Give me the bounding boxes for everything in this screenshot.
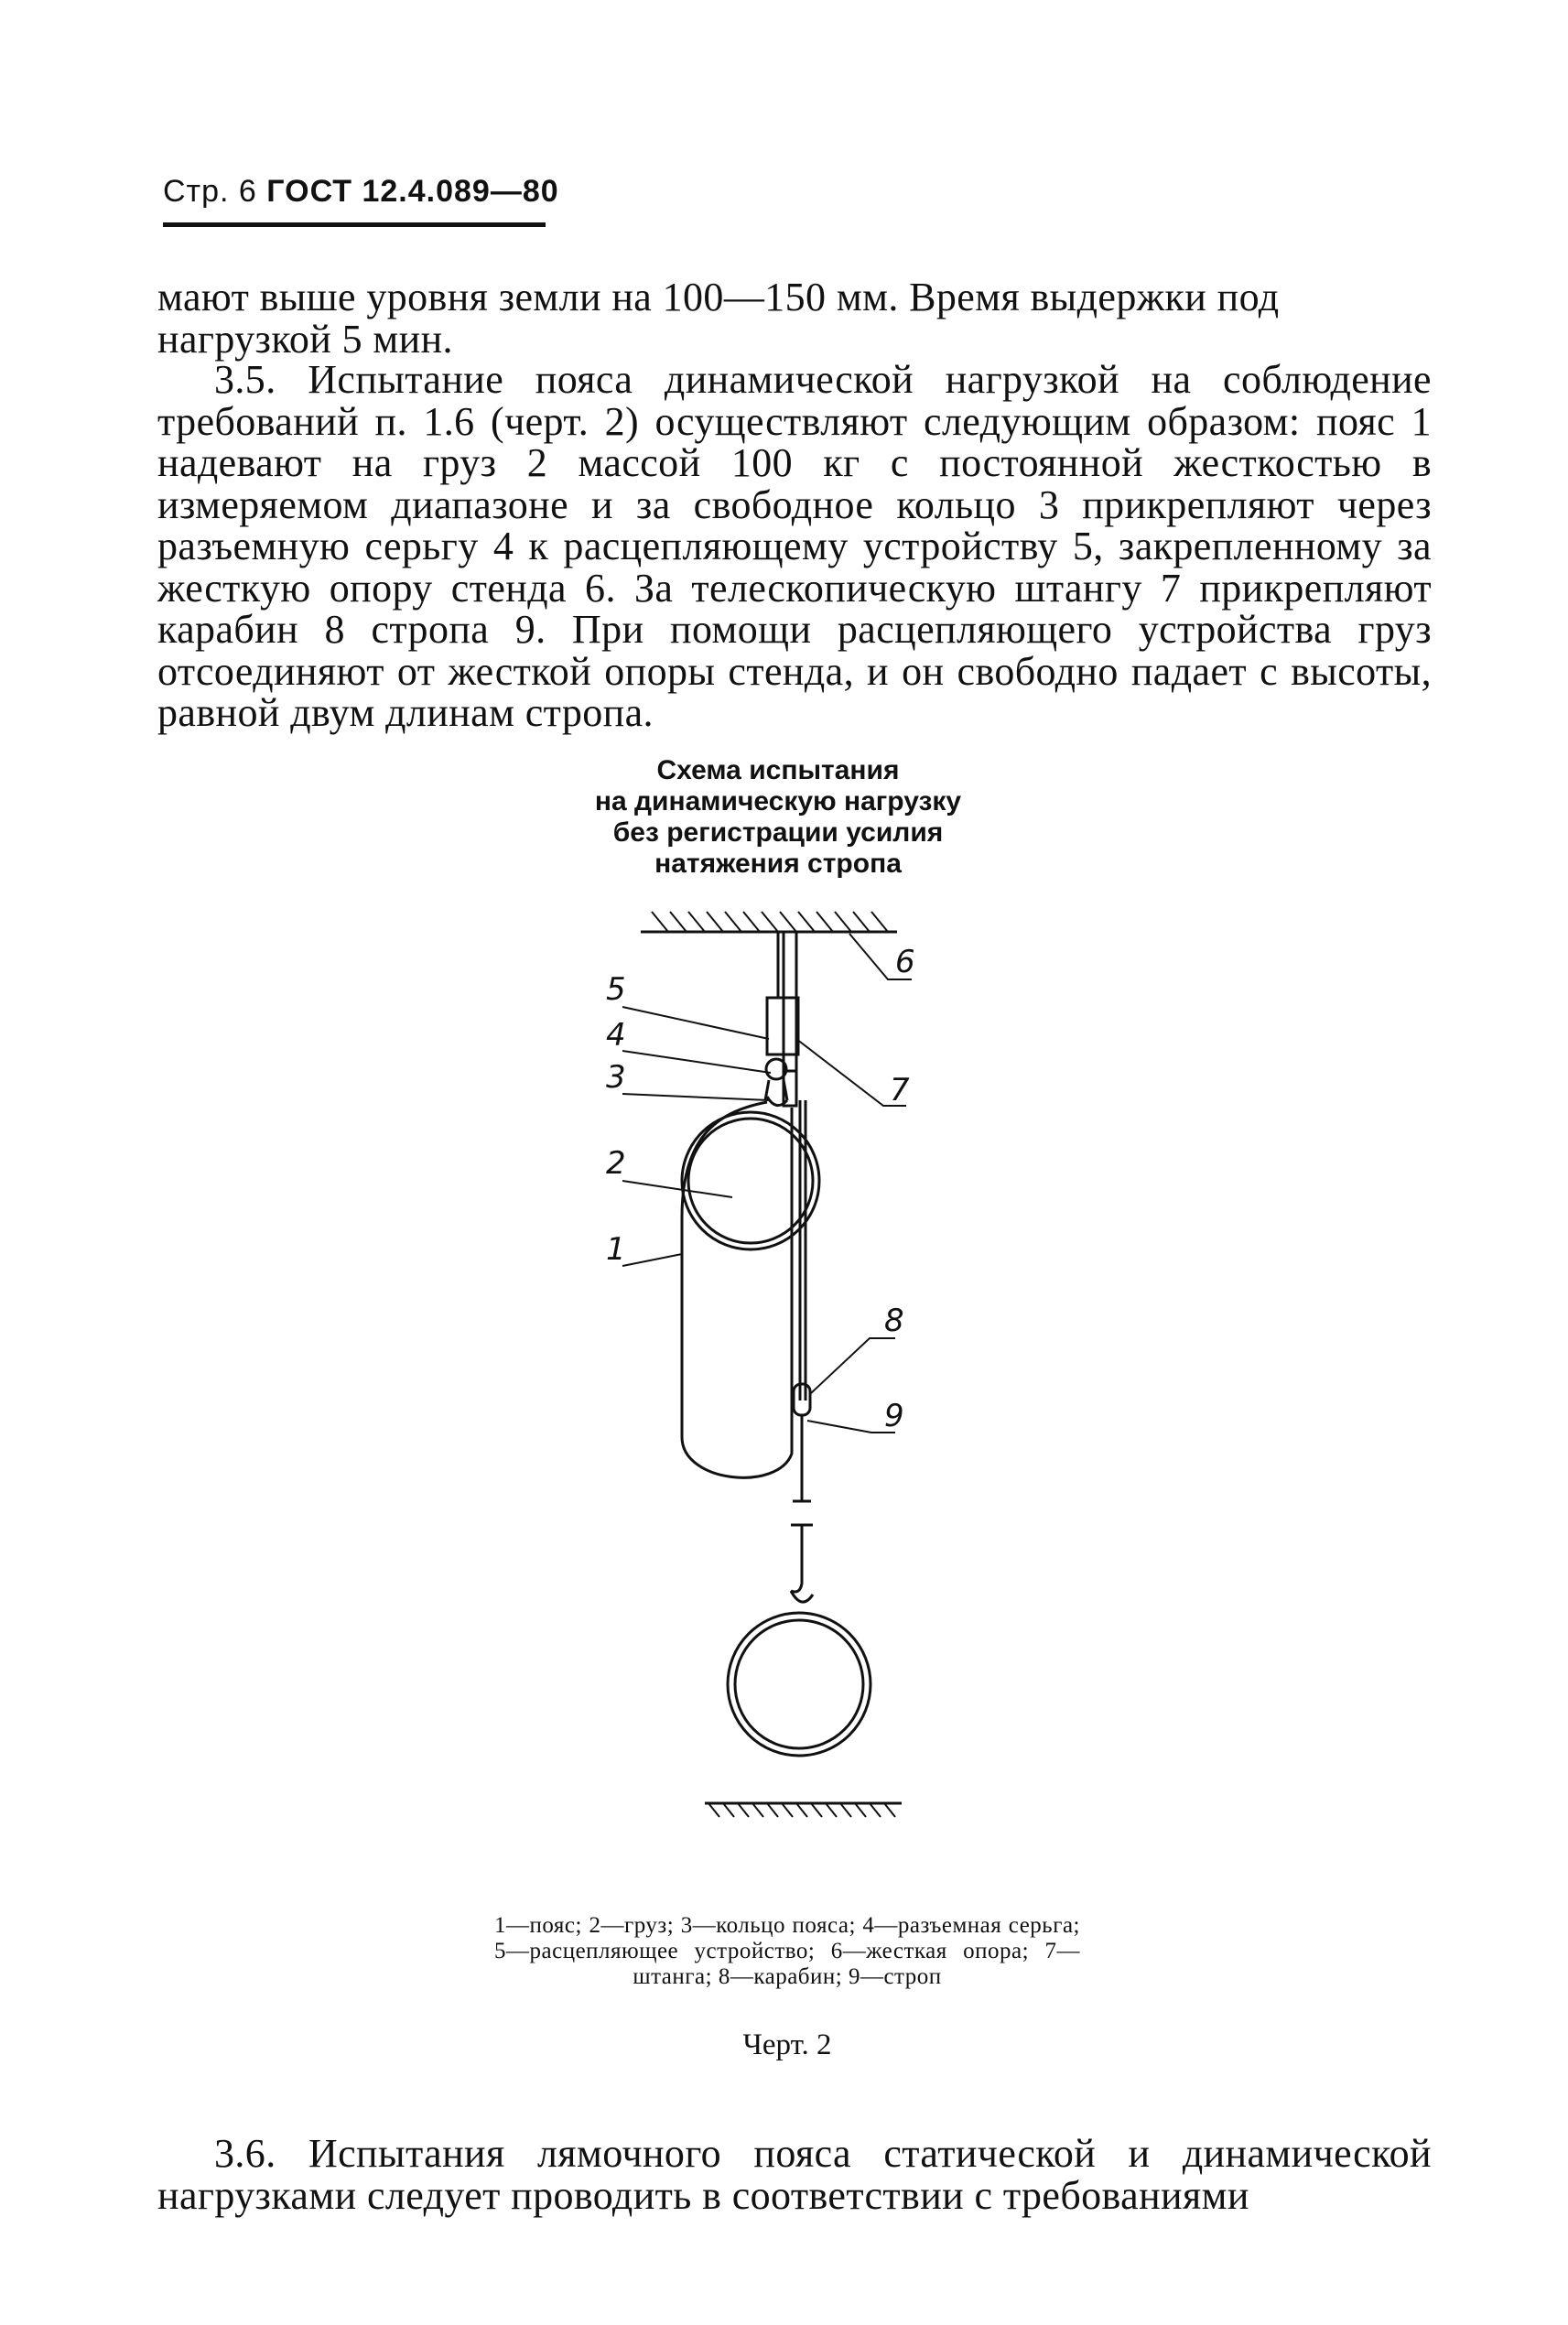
page-header — [163, 174, 559, 227]
label-7: 7 — [890, 1072, 910, 1108]
test-scheme-drawing — [604, 906, 952, 1822]
page-number: Стр. 6 — [163, 174, 257, 209]
belt-1 — [682, 1102, 792, 1477]
ceiling-hatching — [652, 912, 888, 932]
label-3: 3 — [606, 1059, 626, 1096]
paragraph-3-5: 3.5. Испытание пояса динамической нагрузкой на соблюдение требований п. 1.6 (черт. 2) осуществляют следующим образом: пояс 1 надевают на груз 2 массой 100 кг с постоянной жесткостью в измеряемом диапазоне и за свободное кольцо 3 прикрепляют через разъемную серьгу 4 к расцепляющему устройству 5, закрепленному за жесткую опору стенда 6. За телескопическую штангу 7 прикрепляют карабин 8 стропа 9. При помощи расцепляющего устройства груз отсоединяют от жесткой опоры стенда, и он свободно падает с высоты, равной двум длинам стропа. — [157, 357, 1432, 735]
label-8: 8 — [884, 1303, 904, 1339]
label-5: 5 — [606, 971, 626, 1008]
load-2-lower — [728, 1613, 871, 1756]
hook — [791, 1547, 802, 1592]
floor-hatching — [708, 1803, 895, 1817]
figure-legend: 1—пояс; 2—груз; 3—кольцо пояса; 4—разъемная серьга; 5—расцепляющее устройство; 6—жесткая опора; 7—штанга; 8—карабин; 9—строп — [494, 1913, 1080, 1989]
label-2: 2 — [606, 1145, 626, 1182]
figure-title-line: на динамическую нагрузку — [594, 786, 962, 816]
label-9: 9 — [884, 1398, 904, 1434]
figure-title-line: натяжения стропа — [654, 849, 902, 879]
paragraph-continuation: мают выше уровня земли на 100—150 мм. Время выдержки под нагрузкой 5 мин. — [157, 275, 1280, 362]
figure-title-line: Схема испытания — [656, 755, 900, 785]
paragraph-3-6: 3.6. Испытания лямочного пояса статической и динамической нагрузками следует проводить в соответствии с требованиями — [157, 2131, 1432, 2218]
figure-caption: Черт. 2 — [742, 2028, 832, 2061]
gost-number: ГОСТ 12.4.089—80 — [266, 174, 559, 209]
figure-title — [513, 755, 1044, 880]
carabiner-8 — [794, 1384, 810, 1415]
label-1: 1 — [606, 1231, 626, 1268]
label-6: 6 — [895, 944, 915, 980]
figure-title-line: без регистрации усилия — [612, 817, 944, 848]
label-4: 4 — [606, 1017, 626, 1054]
